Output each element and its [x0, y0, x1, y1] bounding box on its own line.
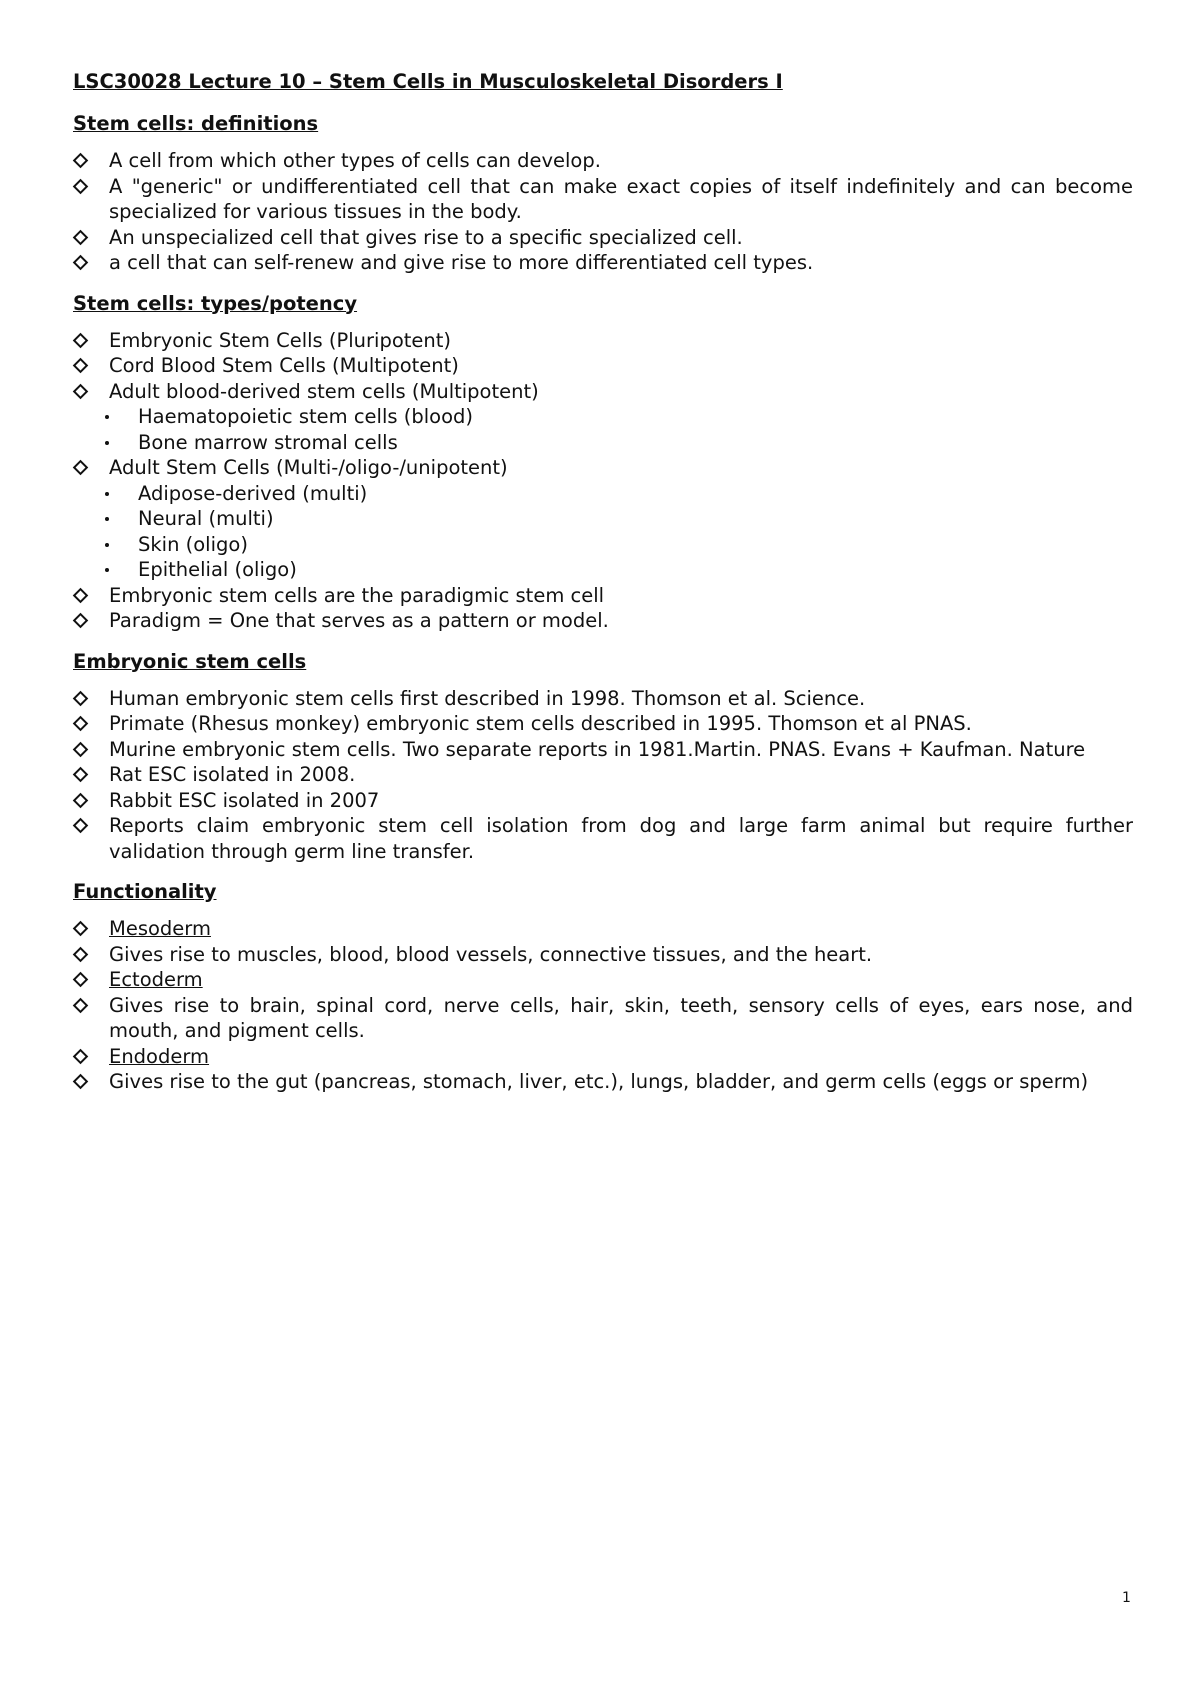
list-item: Endoderm [73, 1044, 1133, 1070]
list-item: Gives rise to brain, spinal cord, nerve cells, hair, skin, teeth, sensory cells of eyes, ears nose, and mouth, and pigment cells. [73, 993, 1133, 1044]
list-item: a cell that can self-renew and give rise to more differentiated cell types. [73, 250, 1133, 276]
diamond-bullet-icon [73, 587, 89, 603]
diamond-bullet-icon [73, 613, 89, 629]
sub-list-item: Bone marrow stromal cells [73, 430, 1133, 456]
section-heading-embryonic-stem-cells: Embryonic stem cells [73, 649, 307, 673]
list-item: Human embryonic stem cells first described in 1998. Thomson et al. Science. [73, 686, 1133, 712]
sub-list-item: Adipose-derived (multi) [73, 481, 1133, 507]
list-item: Adult blood-derived stem cells (Multipotent) [73, 379, 1133, 405]
sub-list-item: Haematopoietic stem cells (blood) [73, 404, 1133, 430]
dot-bullet-icon [105, 415, 109, 419]
list-item: Paradigm = One that serves as a pattern or model. [73, 608, 1133, 634]
diamond-bullet-icon [73, 921, 89, 937]
diamond-bullet-icon [73, 178, 89, 194]
sub-list-item: Epithelial (oligo) [73, 557, 1133, 583]
diamond-bullet-icon [73, 1048, 89, 1064]
diamond-bullet-icon [73, 741, 89, 757]
sub-list-item: Neural (multi) [73, 506, 1133, 532]
dot-bullet-icon [105, 517, 109, 521]
list-item: Rat ESC isolated in 2008. [73, 762, 1133, 788]
dot-bullet-icon [105, 441, 109, 445]
list-item: Mesoderm [73, 916, 1133, 942]
list-item: A cell from which other types of cells can develop. [73, 148, 1133, 174]
sub-list-item: Skin (oligo) [73, 532, 1133, 558]
list-item: Embryonic Stem Cells (Pluripotent) [73, 328, 1133, 354]
types-potency-list [73, 328, 1133, 634]
list-item: Reports claim embryonic stem cell isolation from dog and large farm animal but require further validation through germ line transfer. [73, 813, 1133, 864]
page-number: 1 [1122, 1590, 1131, 1606]
diamond-bullet-icon [73, 332, 89, 348]
diamond-bullet-icon [73, 358, 89, 374]
functionality-list [73, 916, 1133, 1095]
definitions-list [73, 148, 1133, 276]
list-item: Gives rise to muscles, blood, blood vessels, connective tissues, and the heart. [73, 942, 1133, 968]
embryonic-stem-cells-list [73, 686, 1133, 865]
diamond-bullet-icon [73, 946, 89, 962]
section-heading-functionality: Functionality [73, 880, 217, 903]
diamond-bullet-icon [73, 153, 89, 169]
diamond-bullet-icon [73, 690, 89, 706]
dot-bullet-icon [105, 543, 109, 547]
diamond-bullet-icon [73, 1074, 89, 1090]
document-title: LSC30028 Lecture 10 – Stem Cells in Musculoskeletal Disorders I [73, 70, 783, 93]
section-heading-definitions: Stem cells: definitions [73, 112, 319, 135]
list-item: Murine embryonic stem cells. Two separate reports in 1981.Martin. PNAS. Evans + Kaufman. Nature [73, 737, 1133, 763]
diamond-bullet-icon [73, 972, 89, 988]
diamond-bullet-icon [73, 716, 89, 732]
list-item: An unspecialized cell that gives rise to a specific specialized cell. [73, 225, 1133, 251]
dot-bullet-icon [105, 568, 109, 572]
diamond-bullet-icon [73, 383, 89, 399]
list-item: Cord Blood Stem Cells (Multipotent) [73, 353, 1133, 379]
dot-bullet-icon [105, 492, 109, 496]
diamond-bullet-icon [73, 460, 89, 476]
list-item: Primate (Rhesus monkey) embryonic stem cells described in 1995. Thomson et al PNAS. [73, 711, 1133, 737]
list-item: Embryonic stem cells are the paradigmic stem cell [73, 583, 1133, 609]
section-heading-types-potency: Stem cells: types/potency [73, 291, 358, 315]
list-item: Ectoderm [73, 967, 1133, 993]
diamond-bullet-icon [73, 818, 89, 834]
diamond-bullet-icon [73, 229, 89, 245]
diamond-bullet-icon [73, 997, 89, 1013]
diamond-bullet-icon [73, 255, 89, 271]
list-item: Gives rise to the gut (pancreas, stomach, liver, etc.), lungs, bladder, and germ cells (eggs or sperm) [73, 1069, 1133, 1095]
diamond-bullet-icon [73, 767, 89, 783]
document-content [73, 68, 1133, 1109]
list-item: Adult Stem Cells (Multi-/oligo-/unipotent) [73, 455, 1133, 481]
list-item: Rabbit ESC isolated in 2007 [73, 788, 1133, 814]
list-item: A "generic" or undifferentiated cell that can make exact copies of itself indefinitely and can become specialized for various tissues in the body. [73, 174, 1133, 225]
diamond-bullet-icon [73, 792, 89, 808]
